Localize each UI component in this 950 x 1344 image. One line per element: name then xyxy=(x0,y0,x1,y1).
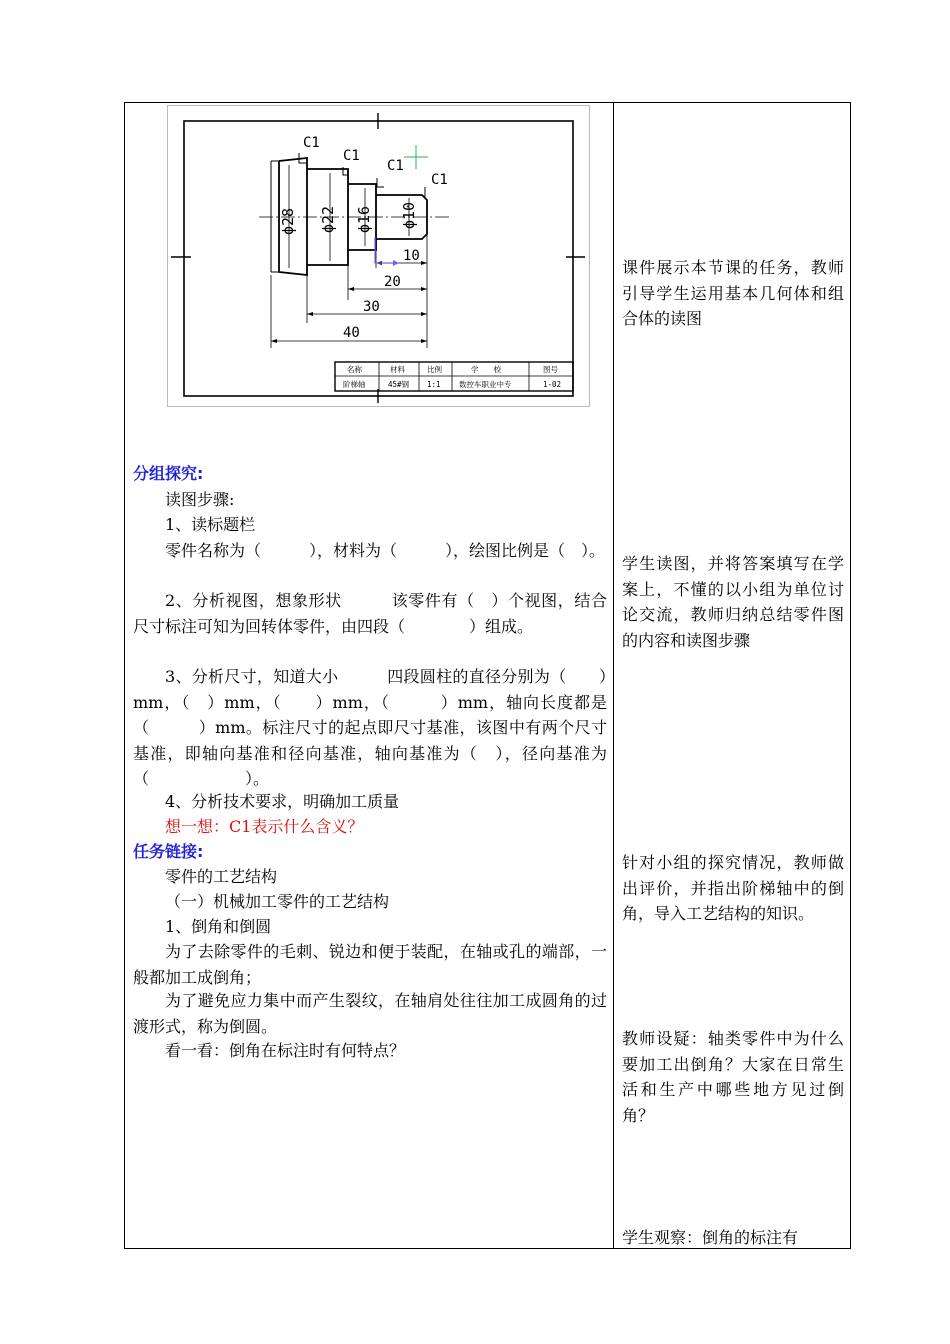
diameter-label: ϕ22 xyxy=(319,205,337,233)
title-block-value: 1:1 xyxy=(427,380,441,389)
paragraph: 3、分析尺寸，知道大小 四段圆柱的直径分别为（ ）mm，（ ）mm，（ ）mm，（ ）mm，轴向长度都是（ ）mm。标注尺寸的起点即尺寸基准，该图中有两个尺寸基准，即轴向基准和径向基准，轴向基准为（ ），径向基准为（ ）。 xyxy=(133,667,607,788)
section-heading-group-inquiry: 分组探究: xyxy=(133,464,204,483)
title-block-header: 名称 xyxy=(347,365,362,374)
title-block-value: 数控车职业中专 xyxy=(459,380,512,389)
teaching-note: 教师设疑：轴类零件中为什么要加工出倒角？大家在日常生活和生产中哪些地方见过倒角？ xyxy=(622,1029,844,1125)
teaching-note: 课件展示本节课的任务，教师引导学生运用基本几何体和组合体的读图 xyxy=(622,258,844,328)
paragraph: 1、倒角和倒圆 xyxy=(165,917,272,936)
paragraph: 看一看：倒角在标注时有何特点？ xyxy=(165,1041,406,1060)
teaching-note: 学生观察：倒角的标注有 xyxy=(622,1228,799,1247)
paragraph: 零件名称为（ ），材料为（ ），绘图比例是（ ）。 xyxy=(165,541,606,560)
paragraph: 为了避免应力集中而产生裂纹，在轴肩处往往加工成圆角的过渡形式，称为倒圆。 xyxy=(133,991,607,1036)
length-label: 30 xyxy=(363,299,380,315)
title-block-value: 阶梯轴 xyxy=(343,380,366,389)
paragraph: （一）机械加工零件的工艺结构 xyxy=(165,892,390,911)
length-label: 40 xyxy=(343,325,360,341)
column-divider xyxy=(613,102,614,1249)
diameter-label: ϕ28 xyxy=(279,207,297,235)
title-block-value: 45#钢 xyxy=(388,380,410,389)
diameter-label: ϕ10 xyxy=(400,201,418,229)
chamfer-label: C1 xyxy=(303,135,320,151)
title-block-header: 图号 xyxy=(543,365,558,374)
chamfer-label: C1 xyxy=(431,172,448,188)
length-label: 20 xyxy=(384,274,401,290)
teaching-note: 针对小组的探究情况，教师做出评价，并指出阶梯轴中的倒角，导入工艺结构的知识。 xyxy=(622,853,844,923)
title-block-header: 比例 xyxy=(427,365,442,374)
title-block-header: 学 校 xyxy=(471,365,501,374)
think-question: 想一想：C1表示什么含义？ xyxy=(165,817,364,836)
paragraph: 零件的工艺结构 xyxy=(165,867,278,886)
stepped-shaft-drawing xyxy=(167,105,590,407)
length-label: 10 xyxy=(403,248,420,264)
paragraph: 读图步骤: xyxy=(165,490,235,509)
paragraph: 4、分析技术要求，明确加工质量 xyxy=(165,792,400,811)
section-heading-task-link: 任务链接: xyxy=(133,842,204,861)
teaching-note: 学生读图，并将答案填写在学案上，不懂的以小组为单位讨论交流，教师归纳总结零件图的内容和读图步骤 xyxy=(622,554,844,650)
paragraph: 2、分析视图，想象形状 该零件有（ ）个视图，结合尺寸标注可知为回转体零件，由四段（ ）组成。 xyxy=(133,591,607,636)
chamfer-label: C1 xyxy=(343,148,360,164)
paragraph: 为了去除零件的毛刺、锐边和便于装配，在轴或孔的端部，一般都加工成倒角； xyxy=(133,942,607,987)
diameter-label: ϕ16 xyxy=(355,205,373,233)
title-block-header: 材料 xyxy=(390,365,405,374)
chamfer-label: C1 xyxy=(387,158,404,174)
paragraph: 1、读标题栏 xyxy=(165,515,256,534)
title-block xyxy=(335,362,573,391)
title-block-value: 1-02 xyxy=(543,380,562,389)
